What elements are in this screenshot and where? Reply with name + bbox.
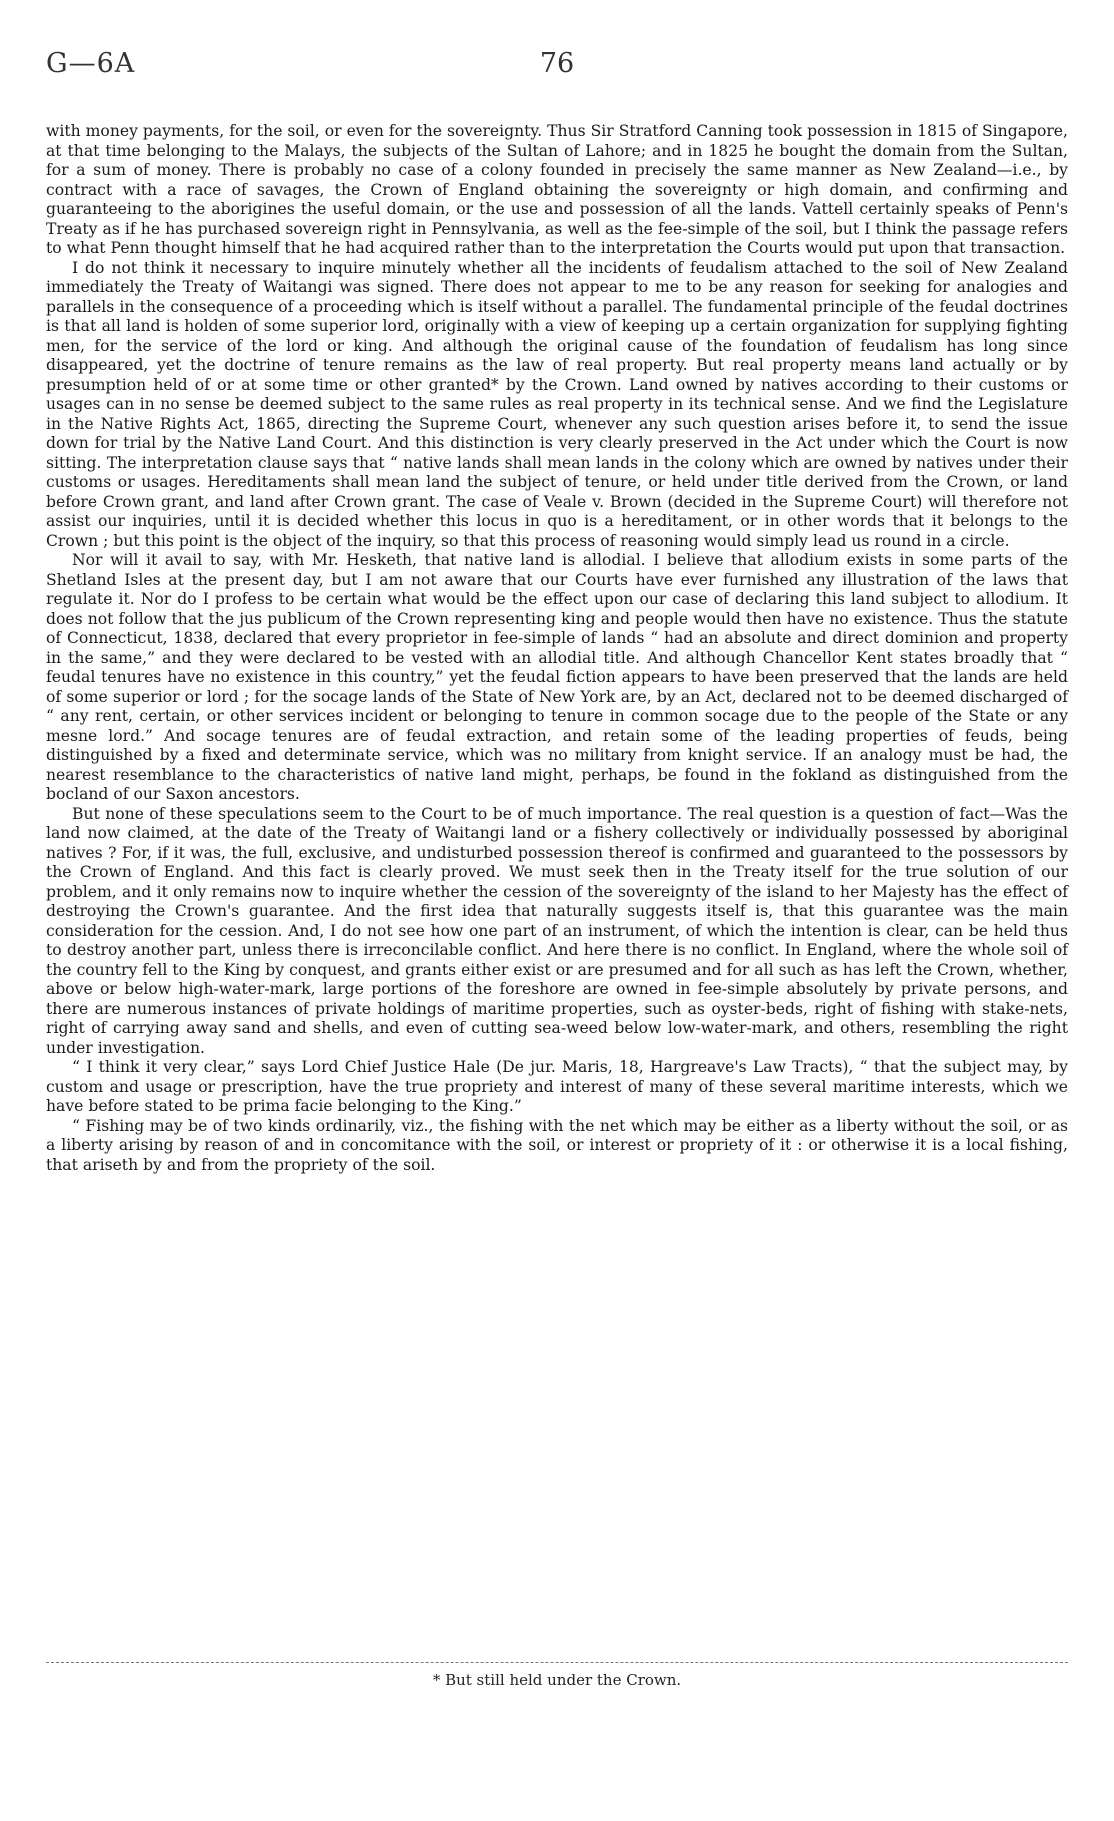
paragraph-4: But none of these speculations seem to the Court to be of much importance. The real question is a question of fact—Was the land now claimed, at the date of the Treaty of Waitangi land or a fishery collectively or individually possessed by aboriginal natives ? For, if it was, the full, exclusive, and undisturbed possession thereof is confirmed and guaranteed to the possessors by the Crown of England. And this fact is clearly proved. We must seek then in the Treaty itself for the true solution of our problem, and it only remains now to inquire whether the cession of the sovereignty of the island to her Majesty has the effect of destroying the Crown's guarantee. And the first idea that naturally suggests itself is, that this guarantee was the main consideration for the cession. And, I do not see how one part of an instrument, of which the intention is clear, can be held thus to destroy another part, unless there is irreconcilable conflict. And here there is no conflict. In England, where the whole soil of the country fell to the King by conquest, and grants either exist or are presumed and for all such as has left the Crown, whether, above or below high-water-mark, large portions of the foreshore are owned in fee-simple absolutely by private persons, and there are numerous instances of private holdings of maritime properties, such as oyster-beds, right of fishing with stake-nets, right of carrying away sand and shells, and even of cutting sea-weed below low-water-mark, and others, resembling the right under investigation. xyxy=(46,804,1068,1057)
footnote-divider xyxy=(46,1662,1068,1663)
page-number: 76 xyxy=(539,48,575,79)
paragraph-6: “ Fishing may be of two kinds ordinarily, viz., the fishing with the net which may be either as a liberty without the soil, or as a liberty arising by reason of and in concomitance with the soil, or interest or propriety of it : or otherwise it is a local fishing, that ariseth by and from the propriety of the soil. xyxy=(46,1116,1068,1174)
paragraph-1: with money payments, for the soil, or even for the sovereignty. Thus Sir Stratford Canning took possession in 1815 of Singapore, at that time belonging to the Malays, the subjects of the Sultan of Lahore; and in 1825 he bought the domain from the Sultan, for a sum of money. There is probably no case of a colony founded in precisely the same manner as New Zealand—i.e., by contract with a race of savages, the Crown of England obtaining the sovereignty or high domain, and confirming and guaranteeing to the aborigines the useful domain, or the use and possession of all the lands. Vattell certainly speaks of Penn's Treaty as if he has purchased sovereign right in Pennsylvania, as well as the fee-simple of the soil, but I think the passage refers to what Penn thought himself that he had acquired rather than to the interpretation the Courts would put upon that transaction. xyxy=(46,122,1068,257)
paragraph-5: “ I think it very clear,” says Lord Chief Justice Hale (De jur. Maris, 18, Hargreave's Law Tracts), “ that the subject may, by custom and usage or prescription, have the true propriety and interest of many of these several maritime interests, which we have before stated to be prima facie belonging to the King.” xyxy=(46,1058,1068,1115)
paragraph-3: Nor will it avail to say, with Mr. Hesketh, that native land is allodial. I believe that allodium exists in some parts of the Shetland Isles at the present day, but I am not aware that our Courts have ever furnished any illustration of the laws that regulate it. Nor do I profess to be certain what would be the effect upon our case of declaring this land subject to allodium. It does not follow that the jus publicum of the Crown representing king and people would then have no existence. Thus the statute of Connecticut, 1838, declared that every proprietor in fee-simple of lands “ had an absolute and direct dominion and property in the same,” and they were declared to be vested with an allodial title. And although Chancellor Kent states broadly that “ feudal tenures have no existence in this country,” yet the feudal fiction appears to have been preserved that the lands are held of some superior or lord ; for the socage lands of the State of New York are, by an Act, declared not to be deemed discharged of “ any rent, certain, or other services incident or belonging to tenure in common socage due to the people of the State or any mesne lord.” And socage tenures are of feudal extraction, and retain some of the leading properties of feuds, being distinguished by a fixed and determinate service, which was no military from knight service. If an analogy must be had, the nearest resemblance to the characteristics of native land might, perhaps, be found in the fokland as distinguished from the bocland of our Saxon ancestors. xyxy=(46,551,1068,803)
body-text xyxy=(46,122,1068,1175)
document-reference: G—6A xyxy=(46,48,136,79)
paragraph-2: I do not think it necessary to inquire minutely whether all the incidents of feudalism attached to the soil of New Zealand immediately the Treaty of Waitangi was signed. There does not appear to me to be any reason for seeking for analogies and parallels in the consequence of a proceeding which is itself without a parallel. The fundamental principle of the feudal doctrines is that all land is holden of some superior lord, originally with a view of keeping up a certain organization for supplying fighting men, for the service of the lord or king. And although the original cause of the foundation of feudalism has long since disappeared, yet the doctrine of tenure remains as the law of real property. But real property means land actually or by presumption held of or at some time or other granted* by the Crown. Land owned by natives according to their customs or usages can in no sense be deemed subject to the same rules as real property in its technical sense. And we find the Legislature in the Native Rights Act, 1865, directing the Supreme Court, whenever any such question arises before it, to send the issue down for trial by the Native Land Court. And this distinction is very clearly preserved in the Act under which the Court is now sitting. The interpretation clause says that “ native lands shall mean lands in the colony which are owned by natives under their customs or usages. Hereditaments shall mean land the subject of tenure, or held under title derived from the Crown, or land before Crown grant, and land after Crown grant. The case of Veale v. Brown (decided in the Supreme Court) will therefore not assist our inquiries, until it is decided whether this locus in quo is a hereditament, or in other words that it belongs to the Crown ; but this point is the object of the inquiry, so that this process of reasoning would simply lead us round in a circle. xyxy=(46,258,1068,550)
page-header xyxy=(46,48,1068,88)
footnote: * But still held under the Crown. xyxy=(432,1671,682,1689)
